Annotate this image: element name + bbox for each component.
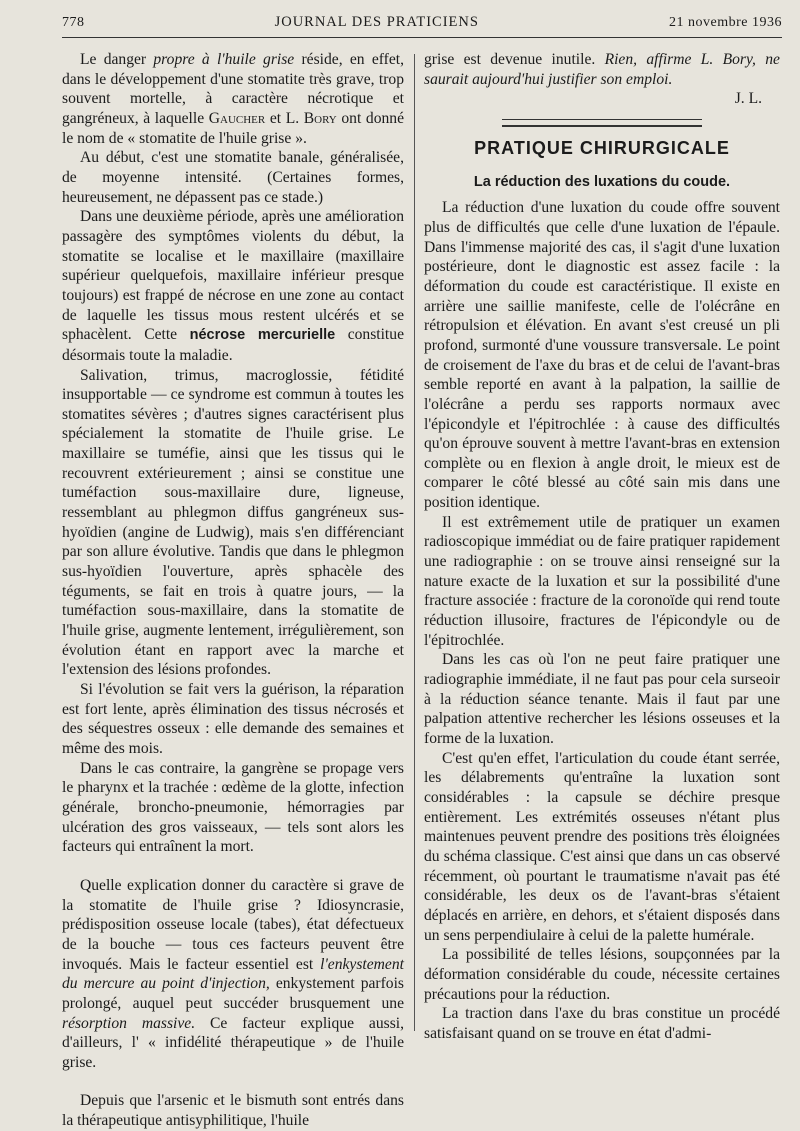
column-divider [414, 54, 415, 1031]
paragraph: Dans les cas où l'on ne peut faire pratiquer une radiographie immédiate, il ne faut pas pour cela surseoir à la réduction séance tenante. Mais il faut par une palpation attentive rechercher les lésions osseuses et la forme de la luxation. [424, 651, 780, 747]
section-title: PRATIQUE CHIRURGICALE [474, 137, 730, 158]
paragraph: Au début, c'est une stomatite banale, généralisée, de moyenne intensité. (Certaines formes, heureusement, ne dépassent pas ce stade.) [62, 149, 404, 206]
issue-date: 21 novembre 1936 [669, 15, 782, 30]
paragraph: Il est extrêmement utile de pratiquer un examen radioscopique immédiat ou de faire pratiquer rapidement une radiographie : on se trouve ainsi renseigné sur la nature exacte de la luxation et sur la possibilité d'une fracture associée : fracture de la coronoïde qui rend toute réduction illusoire, fractures de l'épicondyle ou de l'épitrochlée. [424, 513, 780, 649]
paragraph: La possibilité de telles lésions, soupçonnées par la déformation considérable du coude, nécessite certaines précautions pour la réduction. [424, 946, 780, 1003]
paragraph: Si l'évolution se fait vers la guérison, la réparation est fort lente, après élimination des tissus nécrosés et des séquestres osseux : elle demande des semaines et même des mois. [62, 681, 404, 757]
left-column [62, 50, 404, 1131]
bold-term: nécrose mercurielle [189, 327, 336, 344]
page-number: 778 [62, 15, 85, 30]
paragraph: C'est qu'en effet, l'articulation du coude étant serrée, les délabrements qu'entraîne la luxation sont considérables : la capsule se déchire presque entièrement. Les extrémités osseuses n'étant plus maintenues peuvent prendre des positions très éloignées du schéma classique. C'est ainsi que dans un cas observé récemment, où pourtant le traumatisme n'avait pas été considérable, les deux os de l'avant-bras s'étaient déplacés en arrière, en dehors, et s'étaient disposés dans un sens perpendiulaire à celui de la palette humérale. [424, 749, 780, 944]
author-signature: J. L. [734, 90, 762, 108]
header-rule [62, 37, 782, 38]
paragraph: Dans le cas contraire, la gangrène se propage vers le pharynx et la trachée : œdème de la glotte, infection générale, broncho-pneumonie, hémorragies par ulcération des gros vaisseaux, — tels sont alors les facteurs qui entraînent la mort. [62, 759, 404, 856]
paragraph: Depuis que l'arsenic et le bismuth sont entrés dans la thérapeutique antisyphilitique, l'huile [62, 1092, 404, 1130]
paragraph: Quelle explication donner du caractère si grave de la stomatite de l'huile grise ? Idiosyncrasie, prédisposition osseuse locale (tabes), état défectueux de la bouche — tous ces facteurs peuvent être invoqués. Mais le facteur essentiel est l'enkystement du mercure au point d'injection, enkystement parfois prolongé, auquel peut succéder brusquement une résorption massive. Ce facteur explique aussi, d'ailleurs, l' « infidélité thérapeutique » de l'huile grise. [62, 876, 404, 1071]
article-title: La réduction des luxations du coude. [473, 173, 731, 190]
paragraph: Dans une deuxième période, après une amélioration passagère des symptômes violents du début, la stomatite se localise et le maxillaire (maxillaire supérieur quelquefois, maxillaire inférieur presque toujours) est frappé de nécrose en une zone au contact de laquelle les tissus mous restent ulcérés et se sphacèlent. Cette nécrose mercurielle constitue désormais toute la maladie. [62, 208, 404, 364]
right-column [424, 50, 780, 1044]
paragraph: Salivation, trimus, macroglossie, fétidité insupportable — ce syndrome est commun à toutes les stomatites sévères ; d'autres signes caractérisent plus spécialement la stomatite de l'huile grise. Le maxillaire se tuméfie, ainsi que les tissus qui le recouvrent extérieurement ; ainsi se constitue une tuméfaction sous-maxillaire dure, ligneuse, ressemblant au phlegmon diffus gangréneux sus-hyoïdien (angine de Ludwig), mais s'en différenciant par son allure évolutive. Tandis que dans le phlegmon sus-hyoïdien l'ouverture, après sphacèle des téguments, se fait en trois à quatre jours, — la tuméfaction sous-maxillaire, dans la stomatite de l'huile grise, augmente lentement, irrégulièrement, son évolution étant en rapport avec la marche et l'extension des lésions profondes. [62, 366, 404, 679]
running-header [62, 14, 782, 36]
paragraph: Le danger propre à l'huile grise réside, en effet, dans le développement d'une stomatite très grave, trop souvent mortelle, à caractère nécrotique et gangréneux, à laquelle Gaucher et L. Bory ont donné le nom de « stomatite de l'huile grise ». [62, 51, 405, 147]
paragraph: La traction dans l'axe du bras constitue un procédé satisfaisant quand on se trouve en état d'admi- [424, 1005, 780, 1042]
paragraph: grise est devenue inutile. Rien, affirme L. Bory, ne saurait aujourd'hui justifier son emploi. [424, 51, 780, 88]
section-separator [502, 119, 702, 127]
journal-title: JOURNAL DES PRATICIENS [274, 14, 479, 30]
paragraph: La réduction d'une luxation du coude offre souvent plus de difficultés que celle d'une luxation de l'épaule. Dans l'immense majorité des cas, il s'agit d'une luxation postérieure, dont le diagnostic est assez facile : la déformation du coude est caractéristique. Il existe en arrière une saillie manifeste, celle de l'olécrâne en rétropulsion et élévation. En avant s'est creusé un pli profond, surmonté d'une voussure transversale. Le point de croisement de l'axe du bras et de celui de l'avant-bras semble reporté en avant à la palpation, la saillie de l'olécrâne a perdu ses rapports normaux avec l'épicondyle et l'épitrochlée : à cause des difficultés qu'on éprouve souvent à mettre l'avant-bras en extension complète ou en flexion à angle droit, le mieux est de comparer le côté blessé au côté sain mis dans une position identique. [424, 199, 780, 512]
